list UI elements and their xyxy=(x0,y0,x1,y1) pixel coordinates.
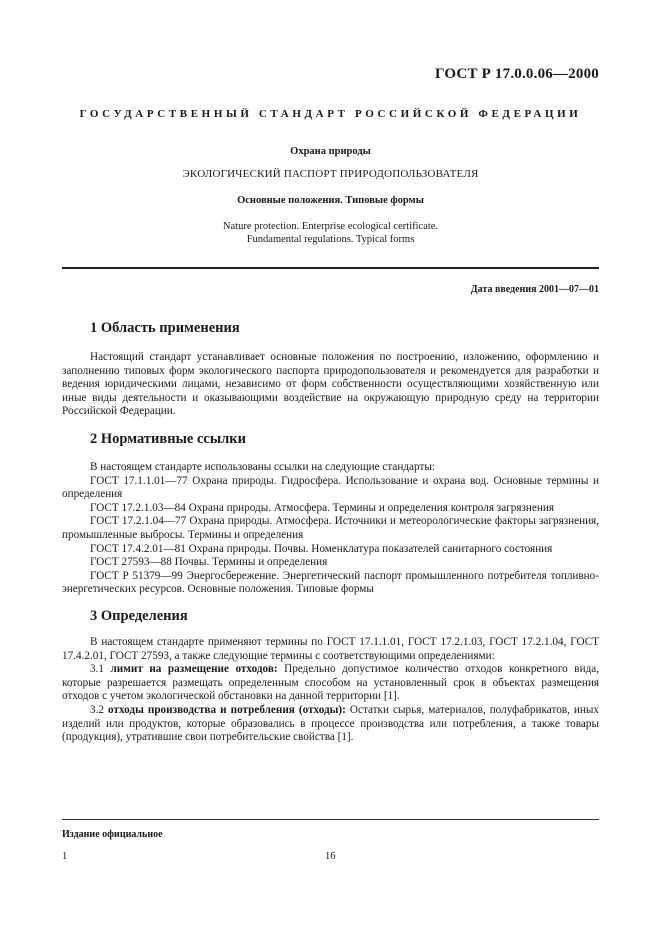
english-title-line1: Nature protection. Enterprise ecological certificate. xyxy=(222,221,439,232)
page-number: 16 xyxy=(325,851,336,862)
section-1-heading: 1 Область применения xyxy=(90,320,240,336)
section-2-heading: 2 Нормативные ссылки xyxy=(90,431,246,447)
definition-3-2 xyxy=(62,704,599,745)
standard-number: ГОСТ Р 17.0.0.06—2000 xyxy=(435,66,599,82)
subject-line: Охрана природы xyxy=(290,146,371,157)
reference-item: ГОСТ 17.1.1.01—77 Охрана природы. Гидросфера. Использование и охрана вод. Основные термины и определения xyxy=(62,474,599,501)
section-1-body xyxy=(62,351,599,419)
definition-3-1 xyxy=(62,663,599,704)
reference-item: ГОСТ 27593—88 Почвы. Термины и определения xyxy=(90,556,328,569)
definition-text: Остатки сырья, материалов, полуфабрикатов, иных изделий или продуктов, которые образовались в процессе производства или потребления, а также товары (продукция), утратившие свои потребительские свойства [1]. xyxy=(62,703,600,744)
english-title xyxy=(62,220,599,246)
definition-term: отходы производства и потребления (отходы): xyxy=(108,703,346,716)
reference-item: ГОСТ 17.4.2.01—81 Охрана природы. Почвы. Номенклатура показателей санитарного состояния xyxy=(90,542,553,555)
reference-item: ГОСТ Р 51379—99 Энергосбережение. Энергетический паспорт промышленного потребителя топливно-энергетических ресурсов. Основные положения. Типовые формы xyxy=(62,569,599,596)
section-3-intro: В настоящем стандарте применяют термины по ГОСТ 17.1.1.01, ГОСТ 17.2.1.03, ГОСТ 17.2.1.04, ГОСТ 17.4.2.01, ГОСТ 27593, а также следующие термины с соответствующими определениями: xyxy=(62,636,599,662)
document-title: ЭКОЛОГИЧЕСКИЙ ПАСПОРТ ПРИРОДОПОЛЬЗОВАТЕЛЯ xyxy=(182,168,479,180)
section-1-paragraph: Настоящий стандарт устанавливает основные положения по построению, изложению, оформлению и заполнению типовых форм экологического паспорта природопользователя и рекомендуется для разработки и ведения юридическими лицами, независимо от форм собственности осуществляющими хозяйственную или иные виды деятельности и оказывающими воздействие на окружающую природную среду на территории Российской Федерации. xyxy=(62,351,599,418)
definition-text: Предельно допустимое количество отходов конкретного вида, которые разрешается размещать определенным способом на установленный срок в объектах размещения отходов с учетом экологической обстановки на данной территории [1]. xyxy=(62,663,600,703)
state-standard-heading: ГОСУДАРСТВЕННЫЙ СТАНДАРТ РОССИЙСКОЙ ФЕДЕРАЦИИ xyxy=(79,108,582,120)
header-divider xyxy=(62,267,599,269)
document-subtitle: Основные положения. Типовые формы xyxy=(237,195,424,206)
section-2-body xyxy=(62,461,599,597)
definition-term: лимит на размещение отходов: xyxy=(110,663,278,676)
section-3-body xyxy=(62,636,599,745)
definition-number: 3.2 xyxy=(90,703,104,716)
sheet-number: 1 xyxy=(62,851,68,862)
section-3-heading: 3 Определения xyxy=(90,608,188,624)
definition-number: 3.1 xyxy=(90,663,104,676)
english-title-line2: Fundamental regulations. Typical forms xyxy=(246,234,415,245)
introduction-date: Дата введения 2001—07—01 xyxy=(470,284,599,295)
footer-divider xyxy=(62,819,599,820)
reference-item: ГОСТ 17.2.1.04—77 Охрана природы. Атмосфера. Источники и метеорологические факторы загрязнения, промышленные выбросы. Термины и определения xyxy=(62,515,599,541)
section-2-intro: В настоящем стандарте использованы ссылки на следующие стандарты: xyxy=(90,461,435,473)
edition-label: Издание официальное xyxy=(62,829,163,840)
reference-item: ГОСТ 17.2.1.03—84 Охрана природы. Атмосфера. Термины и определения контроля загрязнения xyxy=(90,501,554,514)
